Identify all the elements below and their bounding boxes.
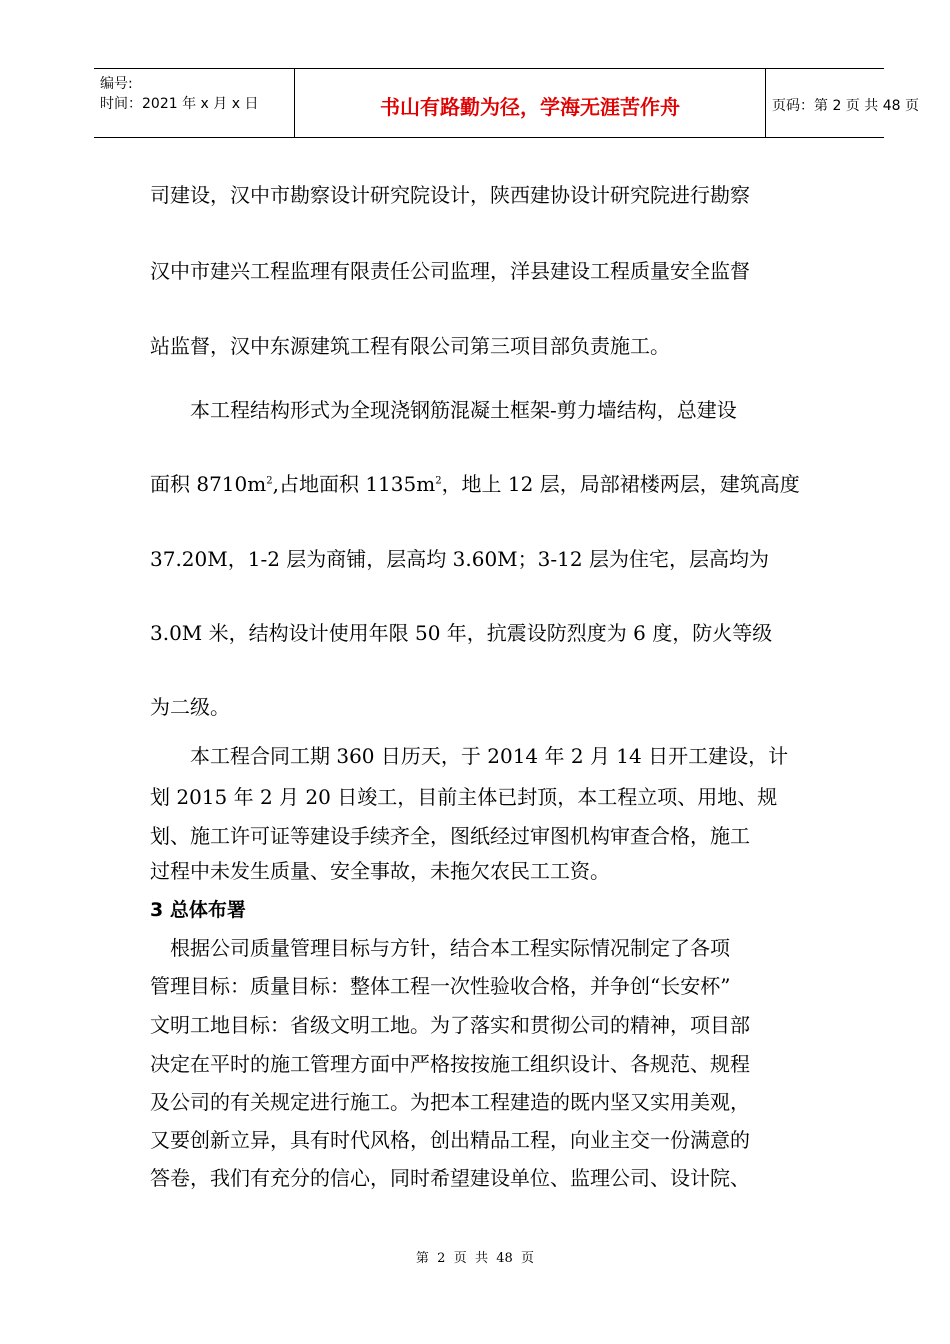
page-header: [94, 68, 919, 138]
area-text-3: ，地上 12 层，局部裙楼两层，建筑高度: [441, 472, 800, 496]
area-text-2: ,占地面积 1135m: [272, 472, 436, 496]
body-line: 又要创新立异，具有时代风格，创出精品工程，向业主交一份满意的: [150, 1128, 750, 1152]
body-line: 过程中未发生质量、安全事故，未拖欠农民工工资。: [150, 859, 610, 883]
header-meta: [94, 69, 294, 137]
page-label: 页码：第 2 页 共 48 页: [772, 98, 919, 114]
body-line: 37.20M，1-2 层为商铺，层高均 3.60M；3-12 层为住宅，层高均为: [150, 547, 769, 571]
body-line: 划 2015 年 2 月 20 日竣工，目前主体已封顶，本工程立项、用地、规: [150, 785, 778, 809]
body-line: 司建设，汉中市勘察设计研究院设计，陕西建协设计研究院进行勘察: [150, 183, 750, 207]
body-line: 本工程合同工期 360 日历天，于 2014 年 2 月 14 日开工建设，计: [150, 744, 789, 768]
number-label: 编号:: [100, 76, 133, 92]
body-line: 根据公司质量管理目标与方针，结合本工程实际情况制定了各项: [150, 936, 730, 960]
body-line: 文明工地目标：省级文明工地。为了落实和贯彻公司的精神，项目部: [150, 1013, 750, 1037]
section-heading: 3 总体布署: [150, 899, 246, 921]
area-sup-1: 2: [266, 475, 273, 487]
page-footer: 第 2 页 共 48 页: [415, 1251, 535, 1266]
body-line: 管理目标：质量目标：整体工程一次性验收合格，并争创“长安杯”: [150, 974, 731, 998]
header-motto-cell: [294, 69, 766, 137]
body-line: 为二级。: [150, 695, 230, 719]
header-page-cell: [765, 69, 919, 137]
body-line: 站监督，汉中东源建筑工程有限公司第三项目部负责施工。: [150, 334, 670, 358]
body-line: 本工程结构形式为全现浇钢筋混凝土框架-剪力墙结构，总建设: [150, 398, 737, 422]
body-line: 划、施工许可证等建设手续齐全，图纸经过审图机构审查合格，施工: [150, 824, 750, 848]
motto-text: 书山有路勤为径，学海无涯苦作舟: [380, 95, 680, 119]
body-line: 决定在平时的施工管理方面中严格按按施工组织设计、各规范、规程: [150, 1052, 750, 1076]
body-line: 汉中市建兴工程监理有限责任公司监理，洋县建设工程质量安全监督: [150, 259, 750, 283]
body-line: 答卷，我们有充分的信心，同时希望建设单位、监理公司、设计院、: [150, 1166, 750, 1190]
time-label: 时间：2021 年 x 月 x 日: [100, 96, 259, 112]
body-line: 3.0M 米，结构设计使用年限 50 年，抗震设防烈度为 6 度，防火等级: [150, 621, 773, 645]
body-line: 及公司的有关规定进行施工。为把本工程建造的既内坚又实用美观，: [150, 1090, 750, 1114]
body-line-area: [150, 470, 800, 498]
area-sup-2: 2: [435, 475, 442, 487]
area-text-1: 面积 8710m: [150, 472, 267, 496]
